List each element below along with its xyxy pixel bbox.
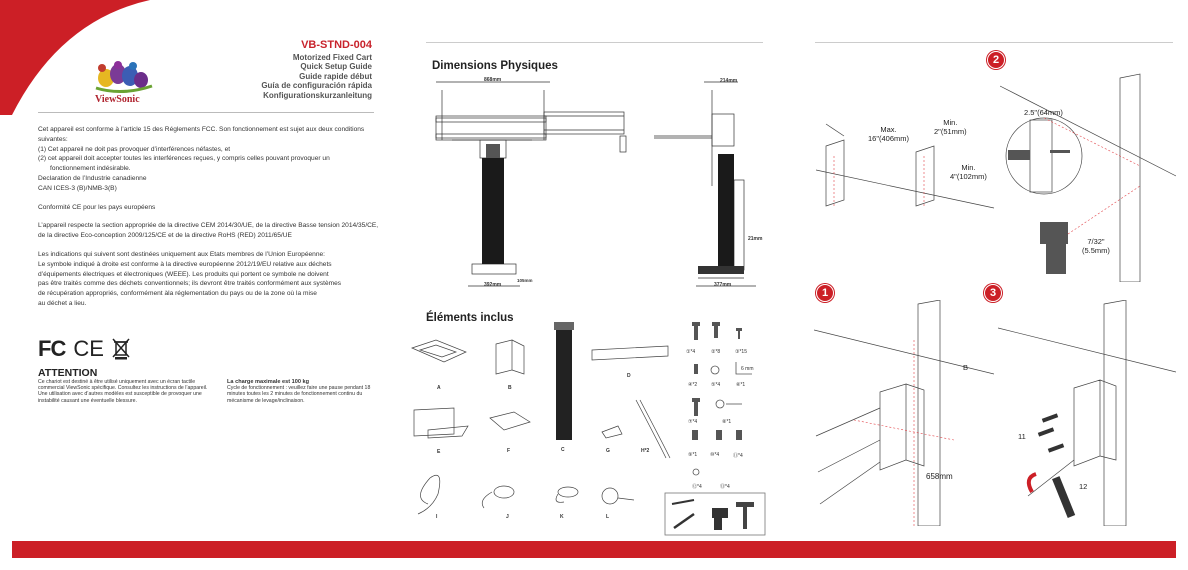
hw-qty-5: ⑤*4 xyxy=(711,382,721,388)
part-label-e: E xyxy=(437,449,441,455)
hw-qty-4: ④*2 xyxy=(688,382,698,388)
front-view-drawing xyxy=(432,76,632,296)
min2-label: Min. xyxy=(961,163,976,172)
hw-qty-8: ⑧*1 xyxy=(722,419,732,425)
header-divider xyxy=(38,112,374,113)
canada-declaration: Declaration de l’Industrie canadienne xyxy=(38,174,147,182)
duty-cycle-text: Cycle de fonctionnement : veuillez faire une pause pendant 18 minutes toutes les 2 minutes de fonctionnement continu du mécanisme de levage/inclinaison. xyxy=(227,385,371,404)
canada-code: CAN ICES-3 (B)/NMB-3(B) xyxy=(38,184,117,192)
parts-drawings xyxy=(408,318,678,528)
step-2-badge: 2 xyxy=(987,51,1005,69)
weee-line-3: d’équipements électriques et électroniques (WEEE). Les produits qui portent ce symbole ne doivent xyxy=(38,270,329,278)
model-number: VB-STND-004 xyxy=(301,39,372,51)
side-mid-dim: 21mm xyxy=(748,236,763,242)
weee-line-2: Le symbole indiqué à droite est conforme à la directive européenne 2012/19/EU relative aux déchets xyxy=(38,260,332,268)
part-label-l: L xyxy=(606,514,610,520)
stud-diagram xyxy=(816,96,996,212)
part-label-b: B xyxy=(508,385,512,391)
right-top-rule xyxy=(815,42,1173,43)
title-line-2: Quick Setup Guide xyxy=(300,62,372,71)
side-base-dim: 377mm xyxy=(714,282,732,288)
part-label-d: D xyxy=(627,373,631,379)
bolt-install-diagram xyxy=(998,300,1176,526)
step-1-badge: 1 xyxy=(816,284,834,302)
min1-value: 2"(51mm) xyxy=(934,127,967,136)
title-line-5: Konfigurationskurzanleitung xyxy=(263,90,372,100)
callout-12: 12 xyxy=(1079,482,1088,491)
hw-qty-6: ⑥*1 xyxy=(736,382,746,388)
min1-label: Min. xyxy=(943,118,958,127)
max-value: 16"(406mm) xyxy=(868,134,910,143)
hw-qty-12: ⑫*4 xyxy=(692,484,702,490)
part-label-c: C xyxy=(561,447,565,453)
middle-top-rule xyxy=(426,42,763,43)
regulatory-marks xyxy=(38,337,130,361)
min-spacing-2 xyxy=(950,163,987,181)
max-label: Max. xyxy=(880,125,897,134)
weee-line-1: Les indications qui suivent sont destinées uniquement aux Etats membres de l’Union Européenne: xyxy=(38,250,326,258)
ce-mark: CE xyxy=(73,336,104,361)
hardware-drawings xyxy=(680,318,760,508)
guide-header xyxy=(261,41,372,100)
brand-name: ViewSonic xyxy=(95,94,140,105)
weee-line-4: pas être traités comme des déchets conventionnels; ils devront être traités conformément aux systèmes xyxy=(38,280,342,288)
drill-size-in: 7/32" xyxy=(1087,237,1105,246)
title-line-4: Guía de configuración rápida xyxy=(261,81,372,90)
part-label-i: I xyxy=(436,514,438,520)
front-base-dim: 392mm xyxy=(484,282,502,288)
fcc-condition-2: (2) cet appareil doit accepter toutes les interférences reçues, y compris celles pouvant provoquer un xyxy=(38,155,330,163)
hw-allen-size: 6 mm xyxy=(741,366,754,372)
footer-bar xyxy=(12,541,1176,558)
fcc-mark: FC xyxy=(38,336,66,361)
max-load-title: La charge maximale est 100 kg xyxy=(227,379,310,385)
step-3-badge: 3 xyxy=(984,284,1002,302)
hw-qty-13: ⑬*4 xyxy=(720,484,730,490)
ce-text: L’appareil respecte la section appropriée de la directive CEM 2014/30/UE, de la directive Basse tension 2014/35/CE, de la directive Eco-conception 2009/125/CE et de la directive RoHS (RED) 2011/65/UE xyxy=(38,222,379,240)
hw-qty-3: ③*15 xyxy=(735,349,747,355)
fcc-condition-1: (1) Cet appareil ne doit pas provoquer d’interférences néfastes, et xyxy=(38,145,231,153)
front-side-dim: 105mm xyxy=(517,278,533,283)
front-width-dim: 868mm xyxy=(484,77,502,83)
compliance-text xyxy=(38,125,383,309)
min-spacing-1 xyxy=(934,118,967,136)
hw-qty-10: ⑩*4 xyxy=(710,452,720,458)
attention-right xyxy=(227,379,377,404)
part-label-j: J xyxy=(506,514,509,520)
part-b-callout: B xyxy=(963,363,969,372)
part-label-k: K xyxy=(560,514,564,520)
attention-title: ATTENTION xyxy=(38,367,98,379)
hw-qty-7: ⑦*4 xyxy=(688,419,698,425)
drill-size-mm: (5.5mm) xyxy=(1082,246,1110,255)
mount-height: 658mm xyxy=(926,472,953,481)
hw-qty-2: ②*8 xyxy=(711,349,721,355)
attention-left-text: Ce chariot est destiné à être utilisé uniquement avec un écran tactile commercial ViewSonic spécifique. Consultez les instructions de l’appareil. Une utilisation avec d’autres modèles est susceptible de provoquer une instabilité causant une éventuelle blessure. xyxy=(38,379,208,404)
tools-box xyxy=(664,492,766,536)
part-label-h: H*2 xyxy=(641,448,650,454)
fcc-condition-2b: fonctionnement indésirable. xyxy=(50,165,131,173)
side-top-dim: 214mm xyxy=(720,78,738,84)
drill-size xyxy=(1082,237,1110,255)
hw-qty-11: ⑪*4 xyxy=(733,453,743,459)
title-line-3: Guide rapide début xyxy=(299,71,372,81)
hw-qty-9: ⑨*1 xyxy=(688,452,698,458)
ce-title: Conformité CE pour les pays européens xyxy=(38,203,156,211)
part-label-f: F xyxy=(507,448,511,454)
max-spacing xyxy=(868,125,909,143)
parts-title: Éléments inclus xyxy=(426,312,514,324)
wall-plate-diagram xyxy=(814,300,994,526)
weee-bin-icon xyxy=(112,338,130,360)
dimensions-title: Dimensions Physiques xyxy=(432,60,558,72)
anchor-depth: 2.5"(64mm) xyxy=(1024,108,1063,117)
weee-line-5: de récupération appropriés, conformément àla réglementation du pays ou de la zone où la mise xyxy=(38,290,317,298)
title-line-1: Motorized Fixed Cart xyxy=(292,52,372,62)
weee-line-6: au déchet a lieu. xyxy=(38,299,87,307)
min2-value: 4"(102mm) xyxy=(950,172,987,181)
hw-qty-1: ①*4 xyxy=(686,349,696,355)
part-label-a: A xyxy=(437,385,441,391)
fcc-intro: Cet appareil est conforme à l’article 15 des Réglements FCC. Son fonctionnement est sujet aux deux conditions suivantes: xyxy=(38,126,365,143)
callout-11: 11 xyxy=(1018,432,1026,441)
part-label-g: G xyxy=(606,448,610,454)
side-view-drawing xyxy=(652,76,764,296)
